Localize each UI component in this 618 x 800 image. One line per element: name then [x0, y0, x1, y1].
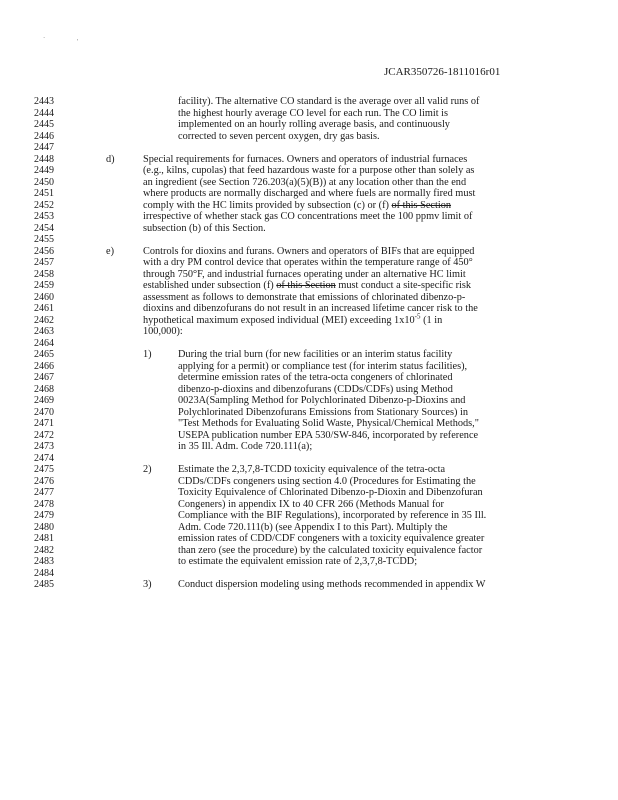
line-number: 2483: [34, 556, 54, 567]
line-number: 2444: [34, 107, 54, 119]
text-segment: to estimate the equivalent emission rate of 2,3,7,8-TCDD;: [178, 556, 418, 567]
text-line: [143, 165, 474, 176]
text-line: [143, 326, 183, 337]
text-line: [178, 499, 444, 510]
text-line: [143, 257, 473, 268]
scan-marks: [43, 36, 79, 46]
text-line: [143, 223, 266, 234]
line-number: 2443: [34, 96, 54, 107]
text-line: [178, 361, 467, 372]
text-line: [143, 312, 443, 326]
line-number: 2451: [34, 188, 54, 199]
text-segment: determine emission rates of the tetra-octa congeners of chlorinated: [178, 372, 453, 383]
text-segment: in 35 Ill. Adm. Code 720.111(a);: [178, 441, 313, 452]
subsection-label: 2): [143, 464, 152, 475]
text-segment: must conduct a site-specific risk: [335, 280, 472, 291]
text-segment: than zero (see the procedure) by the calculated toxicity equivalence factor: [178, 544, 483, 556]
line-number: 2484: [34, 567, 54, 579]
line-number: 2445: [34, 119, 54, 130]
superscript: -5: [414, 312, 421, 321]
struck-text: of this Section: [276, 280, 336, 291]
text-segment: hypothetical maximum exposed individual (MEI) exceeding 1x10: [143, 314, 415, 326]
text-line: [178, 522, 448, 533]
text-segment: Conduct dispersion modeling using methods recommended in appendix W: [178, 579, 486, 590]
line-number: 2473: [34, 441, 54, 452]
text-segment: assessment as follows to demonstrate that emissions of chlorinated dibenzo-p-: [143, 291, 466, 303]
line-number: 2449: [34, 165, 54, 176]
text-line: [178, 395, 465, 406]
text-line: [143, 280, 471, 291]
line-number: 2463: [34, 326, 54, 337]
line-number: 2469: [34, 395, 54, 406]
text-segment: (1 in: [420, 314, 443, 326]
text-line: [178, 418, 479, 429]
text-line: [178, 108, 448, 119]
text-segment: applying for a permit) or compliance test (for interim status facilities),: [178, 360, 468, 372]
text-line: [178, 487, 483, 498]
text-segment: where products are normally discharged and where fuels are normally fired must: [143, 188, 476, 199]
text-segment: Compliance with the BIF Regulations), incorporated by reference in 35 Ill.: [178, 510, 487, 521]
line-number: 2482: [34, 544, 54, 556]
line-number: 2476: [34, 475, 54, 487]
line-number: 2457: [34, 257, 54, 268]
text-segment: "Test Methods for Evaluating Solid Waste, Physical/Chemical Methods,": [178, 418, 479, 429]
text-line: [143, 200, 451, 211]
text-segment: Special requirements for furnaces. Owners and operators of industrial furnaces: [143, 153, 468, 165]
text-segment: established under subsection (f): [143, 280, 277, 291]
line-number: 2456: [34, 245, 54, 257]
document-id-header: JCAR350726-1811016r01: [384, 66, 501, 78]
line-number: 2446: [34, 130, 54, 142]
line-number: 2475: [34, 464, 54, 475]
text-segment: through 750°F, and industrial furnaces operating under an alternative HC limit: [143, 268, 466, 280]
text-line: [143, 246, 474, 257]
text-line: [143, 269, 466, 280]
line-number: 2452: [34, 199, 54, 211]
text-segment: During the trial burn (for new facilities or an interim status facility: [178, 349, 453, 360]
text-line: [178, 430, 478, 441]
text-segment: comply with the HC limits provided by subsection (c) or (f): [143, 199, 392, 211]
line-number: 2448: [34, 153, 54, 165]
text-line: [143, 292, 465, 303]
text-line: [178, 464, 445, 475]
text-line: [178, 131, 380, 142]
text-line: [178, 510, 486, 521]
text-line: [178, 349, 452, 360]
line-number: 2479: [34, 510, 54, 521]
line-number: 2485: [34, 579, 54, 590]
text-segment: facility). The alternative CO standard is the average over all valid runs of: [178, 96, 480, 107]
line-number: 2453: [34, 211, 54, 222]
line-number: 2478: [34, 498, 54, 510]
text-segment: dibenzo-p-dioxins and dibenzofurans (CDDs/CDFs) using Method: [178, 383, 453, 395]
subsection-label: 3): [143, 579, 152, 590]
text-line: [178, 533, 484, 544]
text-line: [178, 545, 482, 556]
text-segment: the highest hourly average CO level for each run. The CO limit is: [178, 107, 449, 119]
text-segment: Toxicity Equivalence of Chlorinated Dibenzo-p-Dioxin and Dibenzofuran: [178, 487, 483, 498]
text-segment: 100,000):: [143, 326, 183, 337]
text-segment: with a dry PM control device that operates within the temperature range of 450°: [143, 257, 473, 268]
text-segment: dioxins and dibenzofurans do not result in an increased lifetime cancer risk to the: [143, 303, 478, 314]
line-number: 2458: [34, 268, 54, 280]
text-segment: CDDs/CDFs congeners using section 4.0 (Procedures for Estimating the: [178, 475, 476, 487]
line-number: 2455: [34, 234, 54, 245]
line-number: 2447: [34, 142, 54, 153]
line-number: 2461: [34, 303, 54, 314]
line-number: 2481: [34, 533, 54, 544]
text-line: [178, 372, 452, 383]
line-number: 2459: [34, 280, 54, 291]
text-segment: 0023A(Sampling Method for Polychlorinated Dibenzo-p-Dioxins and: [178, 395, 466, 406]
line-number: 2468: [34, 383, 54, 395]
text-line: [143, 211, 472, 222]
line-number: 2466: [34, 360, 54, 372]
text-segment: (e.g., kilns, cupolas) that feed hazardous waste for a purpose other than solely as: [143, 165, 475, 176]
line-number: 2460: [34, 291, 54, 303]
subsection-label: d): [106, 153, 115, 165]
text-segment: Polychlorinated Dibenzofurans Emissions from Stationary Sources) in: [178, 406, 468, 418]
text-line: [178, 476, 476, 487]
text-line: [178, 556, 417, 567]
scan-mark: `: [43, 36, 46, 44]
text-segment: Congeners) in appendix IX to 40 CFR 266 (Methods Manual for: [178, 498, 444, 510]
line-number: 2450: [34, 176, 54, 188]
text-segment: Controls for dioxins and furans. Owners and operators of BIFs that are equipped: [143, 245, 475, 257]
line-number: 2471: [34, 418, 54, 429]
text-segment: Adm. Code 720.111(b) (see Appendix I to this Part). Multiply the: [178, 521, 448, 533]
text-line: [178, 579, 486, 590]
text-segment: USEPA publication number EPA 530/SW-846, incorporated by reference: [178, 429, 479, 441]
text-segment: subsection (b) of this Section.: [143, 222, 266, 234]
text-line: [178, 441, 312, 452]
line-number: 2470: [34, 406, 54, 418]
text-segment: an ingredient (see Section 726.203(a)(5)(B)) at any location other than the end: [143, 176, 467, 188]
scan-mark: ': [77, 38, 79, 46]
text-line: [178, 384, 453, 395]
text-line: [143, 154, 467, 165]
text-segment: irrespective of whether stack gas CO concentrations meet the 100 ppmv limit of: [143, 211, 473, 222]
text-line: [143, 177, 466, 188]
text-segment: emission rates of CDD/CDF congeners with a toxicity equivalence greater: [178, 533, 485, 544]
line-number: 2465: [34, 349, 54, 360]
line-number: 2467: [34, 372, 54, 383]
line-number: 2480: [34, 521, 54, 533]
struck-text: of this Section: [391, 199, 452, 211]
subsection-label: e): [106, 245, 114, 257]
line-number: 2474: [34, 452, 54, 464]
text-line: [178, 407, 468, 418]
text-line: [143, 303, 478, 314]
text-segment: Estimate the 2,3,7,8-TCDD toxicity equivalence of the tetra-octa: [178, 464, 446, 475]
line-number: 2462: [34, 314, 54, 326]
subsection-label: 1): [143, 349, 152, 360]
text-segment: corrected to seven percent oxygen, dry gas basis.: [178, 130, 380, 142]
line-number: 2454: [34, 222, 54, 234]
text-segment: implemented on an hourly rolling average basis, and continuously: [178, 119, 450, 130]
text-line: [178, 119, 450, 130]
line-number: 2464: [34, 337, 54, 349]
text-line: [178, 96, 479, 107]
text-line: [143, 188, 475, 199]
line-number: 2477: [34, 487, 54, 498]
line-number: 2472: [34, 429, 54, 441]
